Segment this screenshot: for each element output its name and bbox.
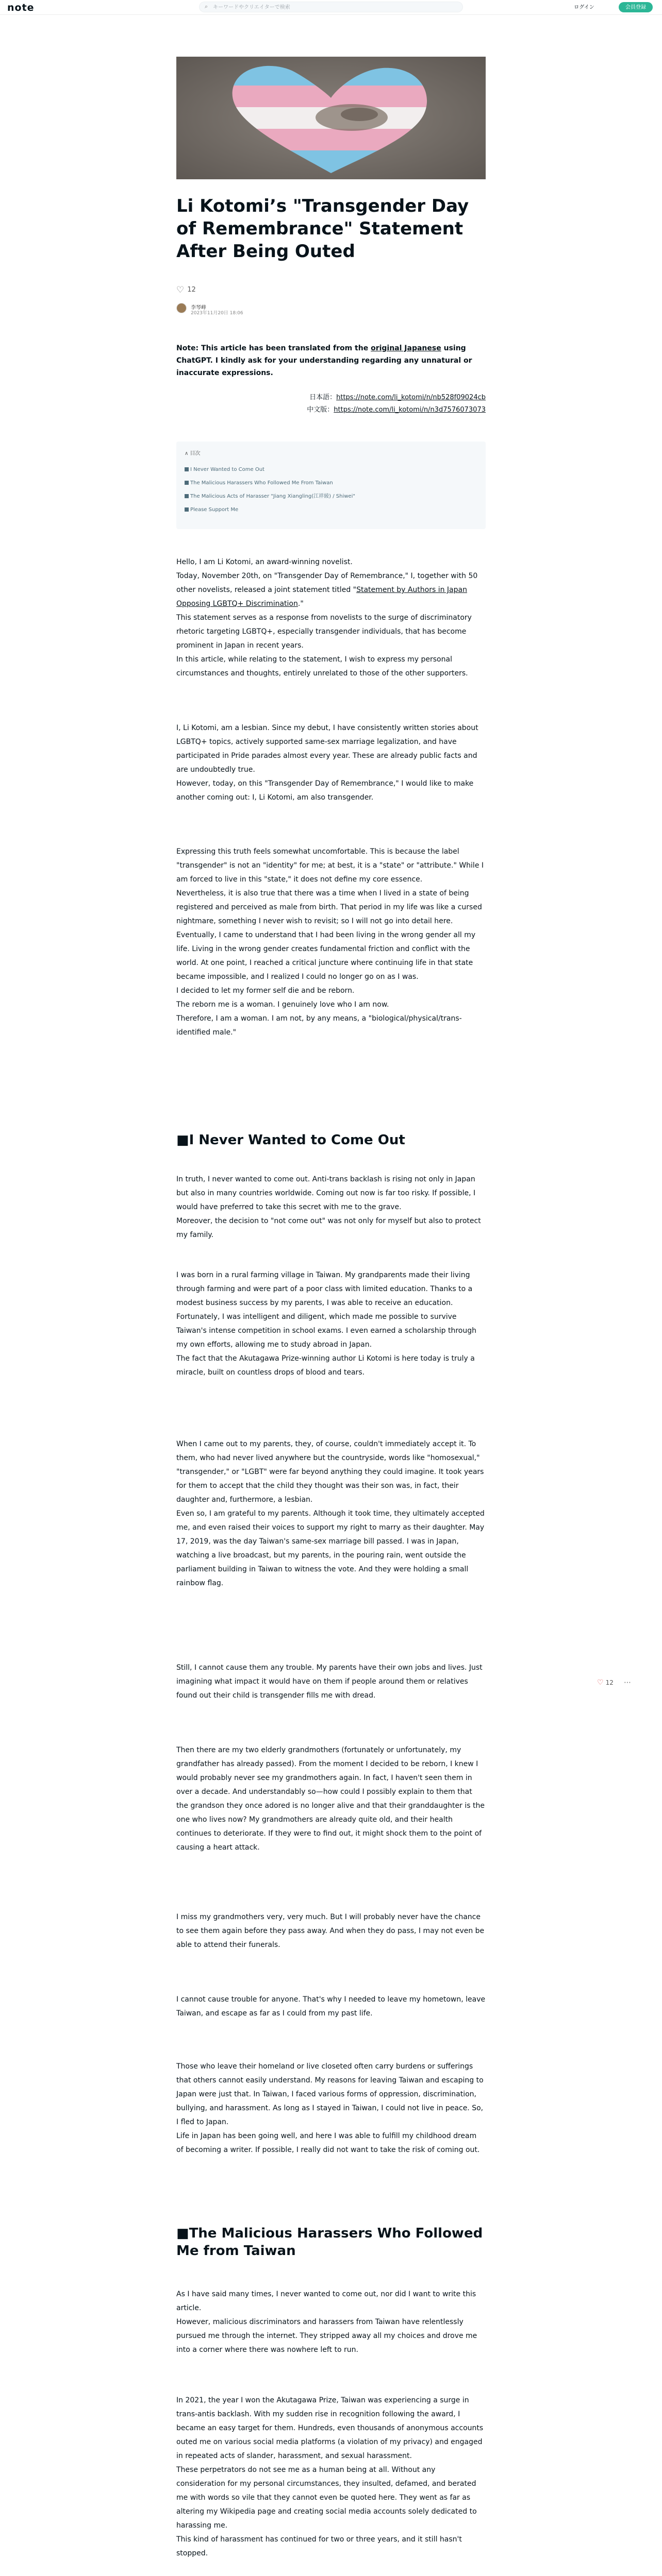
body-text: I cannot cause trouble for anyone. That's why I needed to leave my hometown, leave Taiwan, and escape as far as I could from my past life. — [176, 1995, 486, 2018]
like-counter[interactable] — [176, 285, 196, 295]
toc-list — [185, 463, 473, 517]
square-bullet-icon — [185, 507, 189, 512]
floating-like-count: 12 — [605, 1679, 614, 1686]
body-text: Then there are my two elderly grandmothers (fortunately or unfortunately, my grandfather has already passed). From the moment I decided to be reborn, I knew I would probably never see my grandmothers again. In fact, I haven't seen them in over a decade. And understandably so—how could I possibly explain to them that the grandson they once adored is no longer alive and that their granddaughter is the one who lives now? My grandmothers are already quite old, and their health continues to deteriorate. If they were to find out, it might shock them to the point of causing a heart attack. — [176, 1746, 485, 1852]
body-text: However, malicious discriminators and harassers from Taiwan have relentlessly pursued me through the internet. They stripped away all my choices and drove me into a corner where there was nowhere left to run. — [176, 2318, 477, 2354]
avatar[interactable] — [176, 303, 187, 313]
intro-paragraph — [176, 555, 486, 681]
search-input[interactable] — [212, 3, 456, 12]
square-bullet-icon — [185, 481, 189, 485]
paragraph — [176, 1910, 486, 1952]
body-text-span: ." — [297, 600, 304, 608]
body-text: In truth, I never wanted to come out. Anti-trans backlash is rising not only in Japan but also in many countries worldwide. Coming out now is far too risky. If possible, I would have preferred to take this secret with me to the grave. — [176, 1175, 476, 1211]
body-text: Those who leave their homeland or live closeted often carry burdens or sufferings that others cannot easily understand. My reasons for leaving Taiwan and escaping to Japan were just that. In Taiwan, I faced various forms of oppression, discrimination, bullying, and harassment. As long as I stayed in Taiwan, I could not live in peace. So, I fled to Japan. — [176, 2062, 484, 2126]
body-text — [176, 569, 486, 611]
floating-like-button[interactable] — [597, 1679, 614, 1687]
body-text: I, Li Kotomi, am a lesbian. Since my debut, I have consistently written stories about LGBTQ+ topics, actively supported same-sex marriage legalization, and have participated in Pride parades almost every year. These are already public facts and are undoubtedly true. — [176, 724, 478, 774]
body-text: Still, I cannot cause them any trouble. My parents have their own jobs and lives. Just imagining what impact it would have on them if people around them or relatives found out their child is transgender fills me with dread. — [176, 1664, 483, 1700]
toc-toggle[interactable]: ∧ 目次 — [185, 451, 201, 456]
paragraph — [176, 2287, 486, 2357]
body-text: Even so, I am grateful to my parents. Although it took time, they ultimately accepted me, and even raised their voices to support my right to marry as their daughter. May 17, 2019, was the day Taiwan's same-sex marriage bill passed. I was in Japan, watching a live broadcast, but my parents, in the pouring rain, went outside the parliament building in Taiwan to witness the vote. And they were holding a small rainbow flag. — [176, 1510, 485, 1587]
paragraph — [176, 2394, 486, 2561]
japanese-link[interactable]: https://note.com/li_kotomi/n/nb528f09024cb — [336, 394, 486, 401]
publish-date: 2023年11月20日 18:06 — [191, 311, 243, 316]
more-options-icon[interactable]: ⋯ — [624, 1679, 631, 1687]
paragraph — [176, 1993, 486, 2021]
original-japanese-link[interactable]: original Japanese — [371, 344, 441, 352]
body-text: This kind of harassment has continued for two or three years, and it still hasn't stopped. — [176, 2535, 462, 2557]
section-heading: ■The Malicious Harassers Who Followed Me from Taiwan — [176, 2226, 483, 2259]
body-text: However, today, on this "Transgender Day of Remembrance," I would like to make another coming out: I, Li Kotomi, am also transgender. — [176, 779, 474, 802]
toc-item[interactable] — [185, 503, 473, 517]
paragraph — [176, 1173, 486, 1242]
body-text: I was born in a rural farming village in Taiwan. My grandparents made their living through farming and were part of a poor class with limited education. Thanks to a modest business success by my parents, I was able to receive an education. Fortunately, I was intelligent and diligent, which made me possible to survive Taiwan's intense competition in school exams. I even earned a scholarship through my own efforts, allowing me to study abroad in Japan. — [176, 1271, 476, 1349]
square-bullet-icon — [185, 494, 189, 498]
body-text: This statement serves as a response from novelists to the surge of discriminatory rhetoric targeting LGBTQ+, especially transgender individuals, that has become prominent in Japan in recent years. — [176, 614, 472, 650]
body-text-span: Today, November 20th, on "Transgender Day of Remembrance," I, together with 50 other novelists, released a joint statement titled " — [176, 572, 478, 594]
chinese-link[interactable]: https://note.com/li_kotomi/n/n3d7576073073 — [334, 406, 486, 414]
search-box[interactable] — [199, 2, 463, 12]
body-text: Therefore, I am a woman. I am not, by any means, a "biological/physical/trans-identified male." — [176, 1014, 462, 1037]
body-text: I miss my grandmothers very, very much. But I will probably never have the chance to see them again before they pass away. And when they do pass, I may not even be able to attend their funerals. — [176, 1913, 485, 1949]
paragraph — [176, 845, 486, 1040]
toc-item-label[interactable]: I Never Wanted to Come Out — [190, 467, 264, 472]
heart-painting-illustration — [176, 57, 486, 179]
toc-item-label[interactable]: Please Support Me — [190, 507, 239, 513]
translation-note — [176, 342, 486, 379]
body-text: Hello, I am Li Kotomi, an award-winning novelist. — [176, 558, 353, 566]
body-text: These perpetrators do not see me as a human being at all. Without any consideration for my personal circumstances, they insulted, defamed, and berated me with words so vile that they cannot even be quoted here. They went as far as altering my Wikipedia page and creating social media accounts solely dedicated to harassing me. — [176, 2466, 477, 2530]
body-text: The fact that the Akutagawa Prize-winning author Li Kotomi is here today is truly a miracle, built on countless drops of blood and tears. — [176, 1354, 475, 1377]
language-links — [176, 392, 486, 416]
square-bullet-icon — [185, 467, 189, 471]
toc-item[interactable] — [185, 490, 473, 503]
body-text: I decided to let my former self die and be reborn. — [176, 987, 355, 995]
heart-outline-icon[interactable]: ♡ — [176, 285, 185, 295]
body-text: In 2021, the year I won the Akutagawa Prize, Taiwan was experiencing a surge in trans-antis backlash. With my sudden rise in recognition following the award, I became an easy target for them. Hundreds, even thousands of anonymous accounts outed me on various social media platforms (a violation of my privacy) and engaged in repeated acts of slander, harassment, and sexual harassment. — [176, 2396, 484, 2460]
login-button[interactable]: ログイン — [569, 2, 599, 12]
body-text: Moreover, the decision to "not come out" was not only for myself but also to protect my family. — [176, 1217, 481, 1239]
signup-button[interactable]: 会員登録 — [619, 2, 653, 12]
zh-label: 中文版： — [307, 406, 334, 414]
note-text: Note: This article has been translated from the — [176, 344, 371, 352]
toc-item-label[interactable]: The Malicious Acts of Harasser "Jiang Xiangling(江祥綾) / Shiwei" — [190, 494, 355, 499]
heart-icon[interactable]: ♡ — [597, 1679, 604, 1687]
author-name[interactable]: 李琴峰 — [191, 305, 206, 311]
hero-image — [176, 57, 486, 179]
paragraph — [176, 721, 486, 805]
chinese-version — [176, 404, 486, 416]
paragraph — [176, 1268, 486, 1380]
table-of-contents — [176, 442, 486, 529]
body-text: When I came out to my parents, they, of course, couldn't immediately accept it. To them, who had never lived anywhere but the countryside, words like "homosexual," "transgender," or "LGBT" were far beyond anything they could imagine. It took years for them to accept that the child they thought was their son was, in fact, their daughter and, furthermore, a lesbian. — [176, 1440, 484, 1504]
site-header — [0, 0, 662, 15]
japanese-version — [176, 392, 486, 404]
body-text: In this article, while relating to the statement, I wish to express my personal circumstances and thoughts, entirely unrelated to those of the other supporters. — [176, 655, 468, 677]
toc-item[interactable] — [185, 477, 473, 490]
article-title: Li Kotomi’s "Transgender Day of Remembrance" Statement After Being Outed — [176, 196, 469, 262]
body-text: The reborn me is a woman. I genuinely love who I am now. — [176, 1001, 389, 1009]
body-text: As I have said many times, I never wanted to come out, nor did I want to write this article. — [176, 2290, 476, 2312]
body-text: Eventually, I came to understand that I had been living in the wrong gender all my life. Living in the wrong gender creates fundamental friction and conflict with the world. At one point, I reached a critical juncture where continuing life in that state became impossible, and I realized I could no longer go on as I was. — [176, 931, 476, 981]
paragraph — [176, 1743, 486, 1855]
statement-link[interactable]: Statement by Authors in Japan Opposing LGBTQ+ Discrimination — [176, 586, 467, 608]
paragraph — [176, 1661, 486, 1703]
like-count: 12 — [187, 286, 196, 294]
ja-label: 日本語： — [309, 394, 337, 401]
body-text: Life in Japan has been going well, and here I was able to fulfill my childhood dream of becoming a writer. If possible, I really did not want to take the risk of coming out. — [176, 2132, 480, 2154]
paragraph — [176, 2060, 486, 2157]
body-text: Nevertheless, it is also true that there was a time when I lived in a state of being registered and perceived as male from birth. That period in my life was like a cursed nightmare, something I never wish to revisit; so I will not go into detail here. — [176, 889, 482, 925]
note-text-2: using ChatGPT. I kindly ask for your understanding regarding any unnatural or inaccurate expressions. — [176, 344, 472, 377]
toc-item[interactable] — [185, 463, 473, 477]
body-text: Expressing this truth feels somewhat uncomfortable. This is because the label "transgender" is not an "identity" for me; at best, it is a "state" or "attribute." While I am forced to live in this "state," it does not define my core essence. — [176, 848, 484, 884]
paragraph — [176, 1437, 486, 1590]
search-icon: ⌕ — [205, 3, 208, 10]
note-logo[interactable]: note — [7, 2, 35, 13]
toc-item-label[interactable]: The Malicious Harassers Who Followed Me From Taiwan — [190, 480, 333, 486]
section-heading: ■I Never Wanted to Come Out — [176, 1132, 405, 1148]
